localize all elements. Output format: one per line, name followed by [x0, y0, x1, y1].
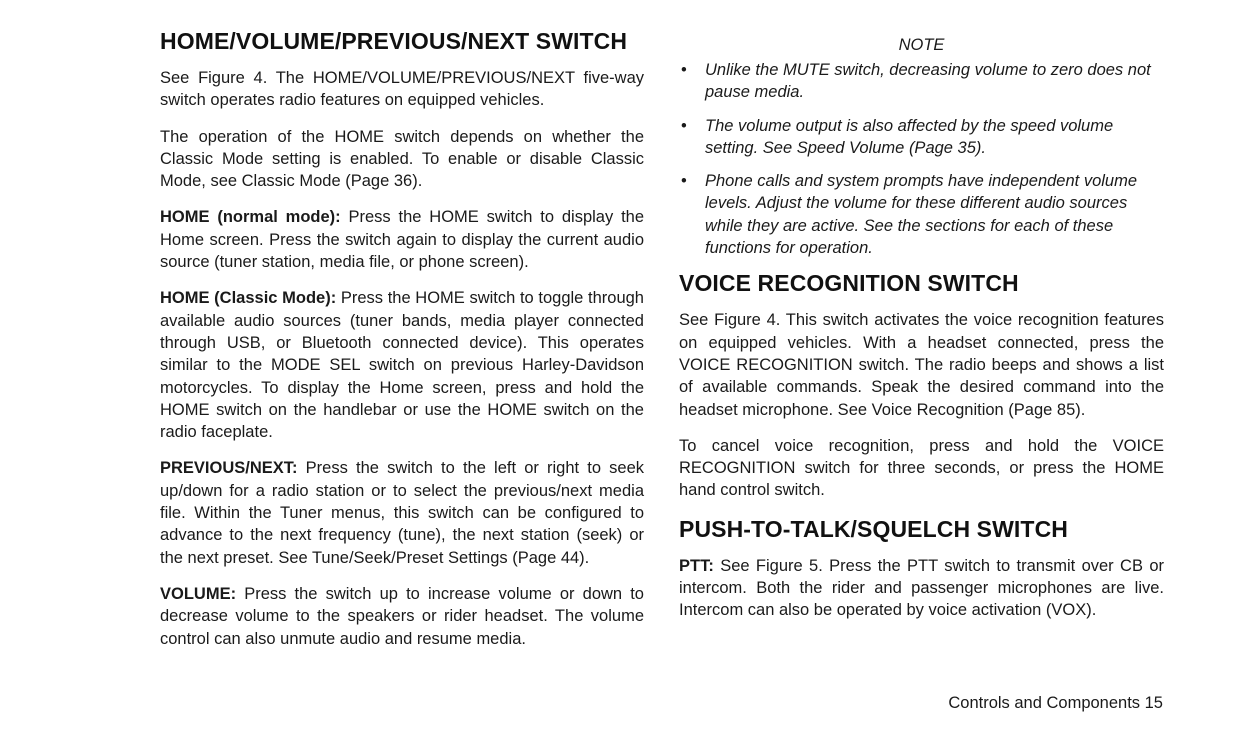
note-item: • The volume output is also affected by the speed volume setting. See Speed Volume (Page 35).	[679, 115, 1164, 160]
text-home-normal: Press the HOME switch to display the Home screen. Press the switch again to display the current audio source (tuner station, media file, or phone screen).	[160, 208, 645, 272]
paragraph-volume	[160, 583, 644, 650]
paragraph-voice-2: To cancel voice recognition, press and hold the VOICE RECOGNITION switch for three seconds, or press the HOME hand control switch.	[679, 436, 1164, 500]
lead-home-normal: HOME (normal mode):	[160, 208, 341, 227]
note-list	[679, 59, 1164, 259]
lead-volume: VOLUME:	[160, 584, 237, 603]
text-prev-next: Press the switch to the left or right to seek up/down for a radio station or to select the previous/next media file. Within the Tuner menus, this switch can be configured to advance to the next frequency (tune), the next station (seek) or the next preset. See Tune/Seek/Preset Settings (Page 44).	[160, 459, 644, 567]
voice-section	[679, 270, 1164, 501]
note-item: • Phone calls and system prompts have independent volume levels. Adjust the volume for these different audio sources while they are active. See the sections for each of these functions for operation.	[679, 170, 1164, 259]
paragraph-home-classic	[160, 287, 644, 443]
note-item: • Unlike the MUTE switch, decreasing volume to zero does not pause media.	[679, 59, 1164, 104]
paragraph-prev-next	[160, 457, 644, 568]
right-column	[679, 28, 1164, 636]
note-title: NOTE	[898, 36, 945, 54]
paragraph-home-normal	[160, 206, 644, 273]
paragraph-operation: The operation of the HOME switch depends on whether the Classic Mode setting is enabled. To enable or disable Classic Mode, see Classic Mode (Page 36).	[160, 127, 644, 191]
paragraph-intro: See Figure 4. The HOME/VOLUME/PREVIOUS/NEXT five-way switch operates radio features on equipped vehicles.	[160, 69, 644, 110]
section-heading-home-volume: HOME/VOLUME/PREVIOUS/NEXT SWITCH	[160, 28, 628, 54]
text-ptt: See Figure 5. Press the PTT switch to transmit over CB or intercom. Both the rider and passenger microphones are live. Intercom can also be operated by voice activation (VOX).	[679, 556, 1164, 620]
ptt-section	[679, 516, 1164, 622]
lead-prev-next: PREVIOUS/NEXT:	[160, 459, 298, 478]
lead-home-classic: HOME (Classic Mode):	[160, 289, 337, 308]
section-heading-ptt: PUSH-TO-TALK/SQUELCH SWITCH	[679, 515, 1068, 542]
text-volume: Press the switch up to increase volume or down to decrease volume to the speakers or rider headset. The volume control can also unmute audio and resume media.	[160, 584, 644, 648]
left-column	[160, 28, 644, 664]
section-heading-voice: VOICE RECOGNITION SWITCH	[679, 270, 1019, 297]
lead-ptt: PTT:	[679, 556, 714, 575]
paragraph-ptt	[679, 555, 1164, 622]
text-home-classic: Press the HOME switch to toggle through available audio sources (tuner bands, media player connected through USB, or Bluetooth connected device). This operates similar to the MODE SEL switch on previous Harley-Davidson motorcycles. To display the Home screen, press and hold the HOME switch on the handlebar or use the HOME switch on the radio faceplate.	[160, 289, 644, 442]
page-footer: Controls and Components 15	[948, 694, 1163, 712]
paragraph-voice-1: See Figure 4. This switch activates the voice recognition features on equipped vehicles. With a headset connected, press the VOICE RECOGNITION switch. The radio beeps and shows a list of available commands. Speak the desired command into the headset microphone. See Voice Recognition (Page 85).	[679, 311, 1164, 419]
